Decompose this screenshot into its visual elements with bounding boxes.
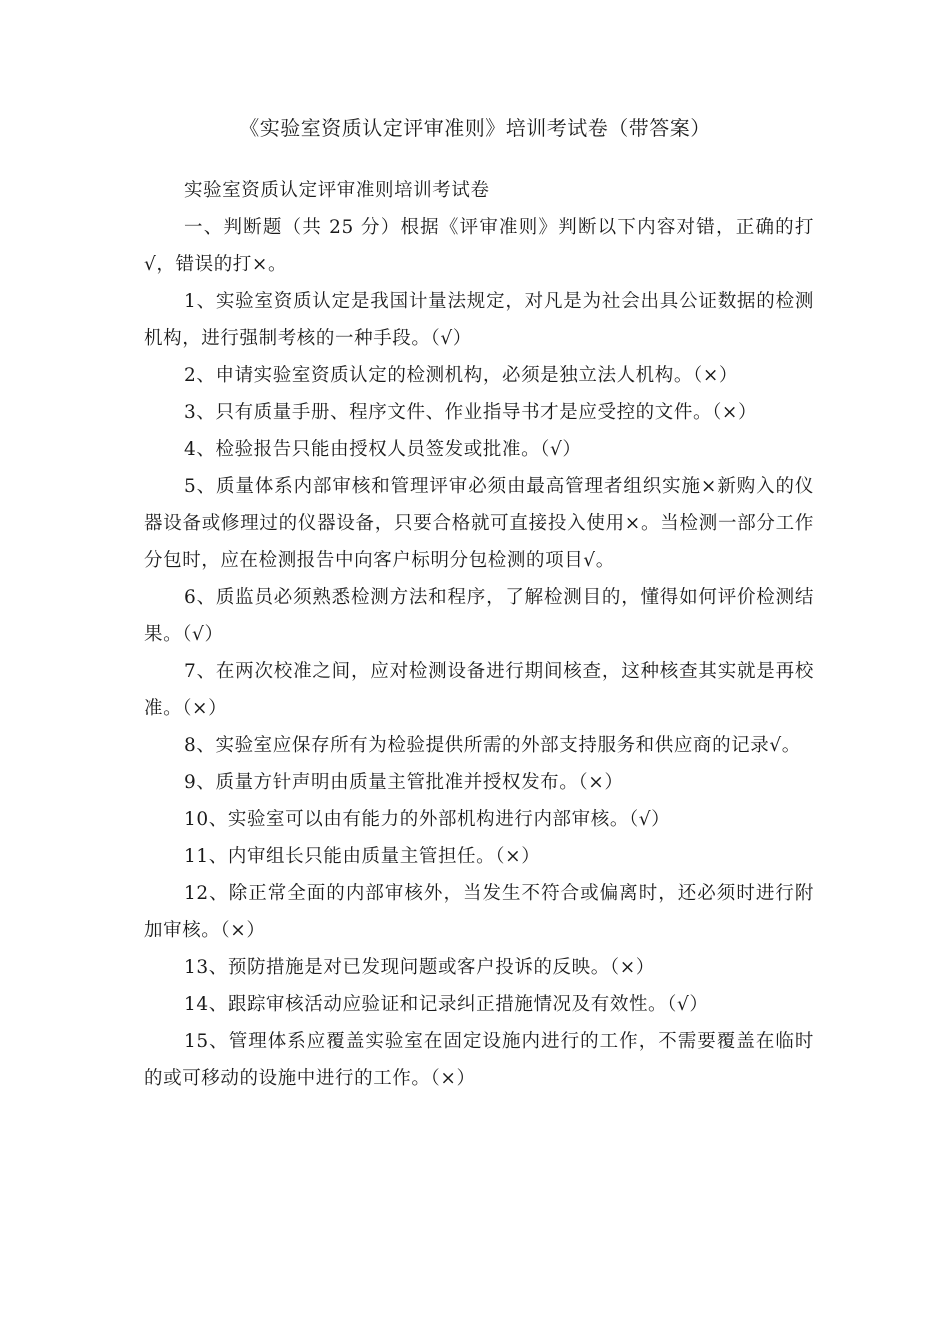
section-heading-true-false: 一、判断题（共 25 分）根据《评审准则》判断以下内容对错，正确的打√，错误的打×。 bbox=[144, 217, 814, 275]
question-13: 13、预防措施是对已发现问题或客户投诉的反映。（×） bbox=[184, 957, 655, 978]
question-6: 6、质监员必须熟悉检测方法和程序，了解检测目的，懂得如何评价检测结果。（√） bbox=[144, 587, 814, 645]
question-9: 9、质量方针声明由质量主管批准并授权发布。（×） bbox=[184, 772, 624, 793]
question-4: 4、检验报告只能由授权人员签发或批准。（√） bbox=[184, 439, 582, 460]
question-1: 1、实验室资质认定是我国计量法规定，对凡是为社会出具公证数据的检测机构，进行强制考核的一种手段。（√） bbox=[144, 291, 814, 349]
question-11: 11、内审组长只能由质量主管担任。（×） bbox=[184, 846, 541, 867]
question-3: 3、只有质量手册、程序文件、作业指导书才是应受控的文件。（×） bbox=[184, 402, 758, 423]
question-7: 7、在两次校准之间，应对检测设备进行期间核查，这种核查其实就是再校准。（×） bbox=[144, 661, 814, 719]
exam-heading: 实验室资质认定评审准则培训考试卷 bbox=[184, 180, 490, 201]
question-12: 12、除正常全面的内部审核外，当发生不符合或偏离时，还必须时进行附加审核。（×） bbox=[144, 883, 814, 941]
question-15: 15、管理体系应覆盖实验室在固定设施内进行的工作，不需要覆盖在临时的或可移动的设施中进行的工作。（×） bbox=[144, 1031, 814, 1089]
question-10: 10、实验室可以由有能力的外部机构进行内部审核。（√） bbox=[184, 809, 671, 830]
question-8: 8、实验室应保存所有为检验提供所需的外部支持服务和供应商的记录√。 bbox=[184, 735, 801, 756]
document-title: 《实验室资质认定评审准则》培训考试卷（带答案） bbox=[239, 116, 711, 140]
question-14: 14、跟踪审核活动应验证和记录纠正措施情况及有效性。（√） bbox=[184, 994, 709, 1015]
document-body bbox=[144, 172, 814, 1097]
question-5: 5、质量体系内部审核和管理评审必须由最高管理者组织实施×新购入的仪器设备或修理过的仪器设备，只要合格就可直接投入使用×。当检测一部分工作分包时，应在检测报告中向客户标明分包检测的项目√。 bbox=[144, 476, 814, 571]
question-2: 2、申请实验室资质认定的检测机构，必须是独立法人机构。（×） bbox=[184, 365, 739, 386]
